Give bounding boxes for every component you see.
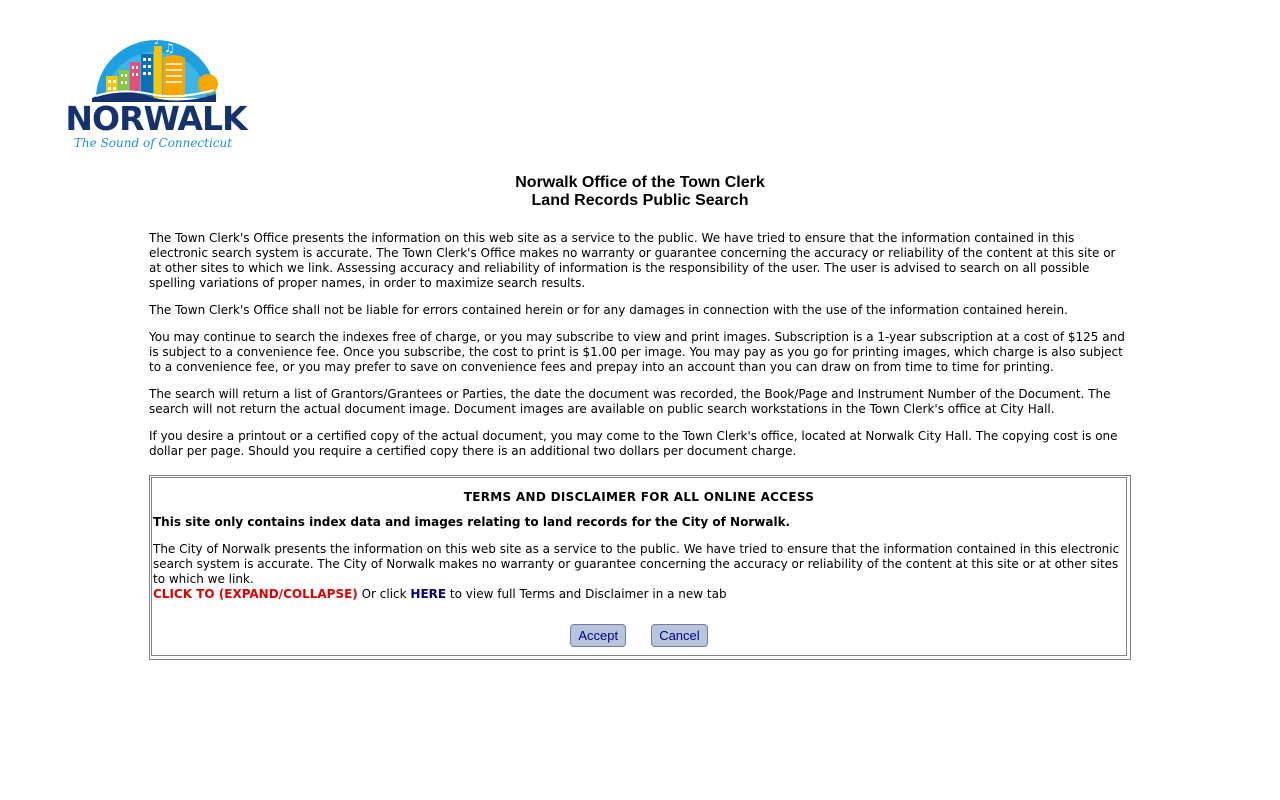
logo-tagline: The Sound of Connecticut bbox=[73, 136, 233, 150]
terms-disclaimer-inner bbox=[151, 477, 1127, 656]
terms-body-text: The City of Norwalk presents the information on this web site as a service to the public. We have tried to ensure that the information contained in this electronic search system is accurate. The City of Norwalk makes no warranty or guarantee concerning the accuracy or reliability of the content at this site or at other sites to which we link. bbox=[153, 542, 1120, 586]
or-click-text: Or click bbox=[357, 587, 411, 601]
intro-section bbox=[149, 231, 1131, 471]
here-suffix-text: to view full Terms and Disclaimer in a new tab bbox=[446, 587, 727, 601]
intro-paragraph-liability: The Town Clerk's Office shall not be liable for errors contained herein or for any damages in connection with the use of the information contained herein. bbox=[149, 303, 1068, 317]
intro-paragraph-subscription: You may continue to search the indexes free of charge, or you may subscribe to view and print images. Subscription is a 1-year subscription at a cost of $125 and is subject to a convenience fee. Once you subscribe, the cost to print is $1.00 per image. You may pay as you go for printing images, which charge is also subject to a convenience fee, or you may prefer to save on convenience fees and prepay into an account than you can draw on from time to time for printing. bbox=[149, 330, 1125, 374]
svg-text:♫: ♫ bbox=[164, 41, 175, 55]
intro-paragraph-copies: If you desire a printout or a certified copy of the actual document, you may come to the Town Clerk's office, located at Norwalk City Hall. The copying cost is one dollar per page. Should you require a certified copy there is an additional two dollars per document charge. bbox=[149, 429, 1118, 458]
terms-subheading: This site only contains index data and images relating to land records for the City of Norwalk. bbox=[153, 515, 791, 529]
page-title-line1: Norwalk Office of the Town Clerk bbox=[515, 174, 765, 191]
terms-heading: TERMS AND DISCLAIMER FOR ALL ONLINE ACCESS bbox=[463, 490, 815, 504]
page-title bbox=[0, 174, 1280, 210]
terms-body bbox=[153, 542, 1125, 602]
terms-button-row bbox=[152, 624, 1126, 647]
accept-button[interactable]: Accept bbox=[570, 624, 626, 647]
expand-collapse-link[interactable]: CLICK TO (EXPAND/COLLAPSE) bbox=[153, 587, 358, 601]
intro-paragraph-service: The Town Clerk's Office presents the information on this web site as a service to the public. We have tried to ensure that the information contained in this electronic search system is accurate. The Town Clerk's Office makes no warranty or guarantee concerning the accuracy or reliability of the content at this site or at other sites to which we link. Assessing accuracy and reliability of information is the responsibility of the user. The user is advised to search on all possible spelling variations of proper names, in order to maximize search results. bbox=[149, 231, 1116, 290]
page-title-line2: Land Records Public Search bbox=[531, 192, 749, 209]
logo-wordmark: NORWALK bbox=[65, 99, 247, 138]
terms-disclaimer-box bbox=[149, 475, 1131, 660]
svg-text:♪: ♪ bbox=[154, 36, 161, 47]
norwalk-logo bbox=[58, 32, 254, 154]
here-link[interactable]: HERE bbox=[410, 587, 447, 601]
cancel-button[interactable]: Cancel bbox=[651, 624, 707, 647]
intro-paragraph-results: The search will return a list of Grantors/Grantees or Parties, the date the document was recorded, the Book/Page and Instrument Number of the Document. The search will not return the actual document image. Document images are available on public search workstations in the Town Clerk's office at City Hall. bbox=[149, 387, 1111, 416]
